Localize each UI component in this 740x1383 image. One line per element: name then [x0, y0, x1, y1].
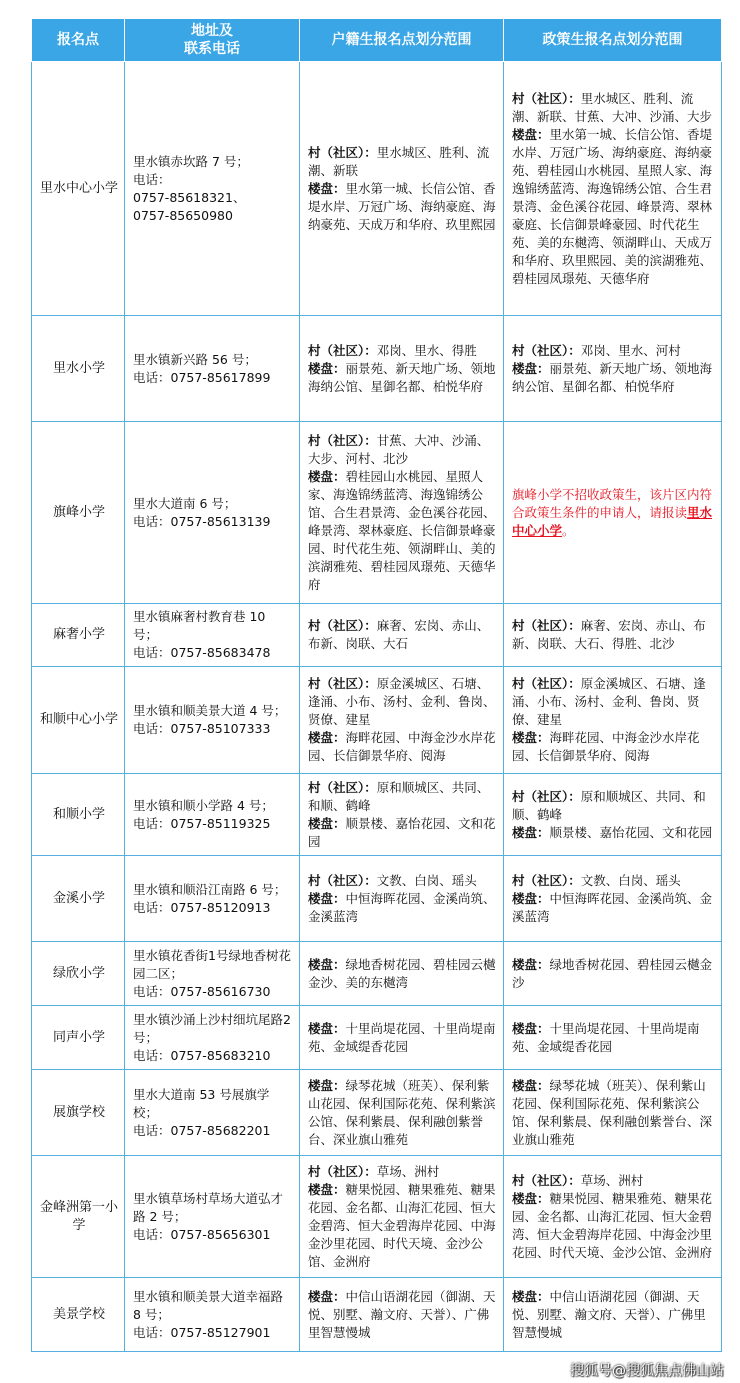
policy-note-end: 。	[562, 522, 575, 538]
estate-line	[512, 890, 715, 926]
school-address: 里水镇草场村草场大道弘才路 2 号； 电话：0757-85656301	[125, 1156, 300, 1278]
header-hukou-range: 户籍生报名点划分范围	[300, 19, 504, 62]
estate-line	[308, 468, 497, 594]
village-value: 原和顺城区、共同、和顺、鹤峰	[308, 779, 490, 813]
village-value: 原和顺城区、共同、和顺、鹤峰	[512, 788, 706, 822]
school-name: 金溪小学	[32, 856, 125, 942]
policy-note-school: 里水中心小学	[512, 504, 713, 538]
school-address: 里水大道南 6 号； 电话：0757-85613139	[125, 422, 300, 604]
policy-range	[504, 942, 722, 1006]
school-name: 展旗学校	[32, 1070, 125, 1156]
estate-line	[512, 1077, 715, 1149]
village-label: 村（社区）：	[308, 779, 377, 795]
estate-value: 绿地香树花园、碧桂园云樾金沙、美的东樾湾	[308, 956, 496, 990]
village-line	[512, 788, 715, 824]
village-line	[512, 675, 715, 729]
estate-label: 楼盘：	[512, 1190, 550, 1206]
estate-line	[308, 1288, 497, 1342]
estate-label: 楼盘：	[512, 956, 550, 972]
school-name: 里水中心小学	[32, 62, 125, 316]
header-policy-range: 政策生报名点划分范围	[504, 19, 722, 62]
school-name: 美景学校	[32, 1278, 125, 1352]
table-row	[32, 62, 722, 316]
policy-range	[504, 774, 722, 856]
table-row	[32, 774, 722, 856]
estate-value: 丽景苑、新天地广场、领地海纳公馆、星御名都、柏悦华府	[308, 360, 496, 394]
table-row	[32, 422, 722, 604]
hukou-range	[300, 1278, 504, 1352]
header-address: 地址及 联系电话	[125, 19, 300, 62]
hukou-range	[300, 774, 504, 856]
policy-range	[504, 1156, 722, 1278]
estate-label: 楼盘：	[308, 468, 346, 484]
table-row	[32, 1278, 722, 1352]
table-row	[32, 1006, 722, 1070]
school-address: 里水镇和顺美景大道幸福路 8 号； 电话：0757-85127901	[125, 1278, 300, 1352]
village-label: 村（社区）：	[512, 618, 581, 633]
estate-label: 楼盘：	[308, 956, 346, 972]
school-name: 同声小学	[32, 1006, 125, 1070]
village-value: 麻奢、宏岗、赤山、布新、岗联、大石	[308, 618, 490, 651]
village-label: 村（社区）：	[512, 872, 581, 888]
table-row	[32, 856, 722, 942]
table-row	[32, 667, 722, 774]
village-line	[512, 617, 715, 653]
hukou-range	[300, 1070, 504, 1156]
school-name: 和顺中心小学	[32, 667, 125, 774]
estate-value: 里水第一城、长信公馆、香堤水岸、万冠广场、海纳豪庭、海纳豪苑、碧桂园山水桃园、星照人家、海逸锦绣蓝湾、海逸锦绣公馆、合生君景湾、金色溪谷花园、峰景湾、翠林豪庭、长信御景峰豪园、时代花生苑、美的东樾湾、领湖畔山、天成万和华府、玖里熙园、美的滨湖雅苑、碧桂园凤璟苑、天德华府	[512, 126, 713, 286]
school-name: 和顺小学	[32, 774, 125, 856]
estate-line	[308, 1181, 497, 1271]
estate-line	[512, 1020, 715, 1056]
village-label: 村（社区）：	[512, 90, 581, 106]
hukou-range	[300, 1156, 504, 1278]
village-line	[308, 779, 497, 815]
village-value: 麻奢、宏岗、赤山、布新、岗联、大石、得胜、北沙	[512, 618, 706, 651]
estate-line	[308, 890, 497, 926]
village-line	[308, 342, 497, 360]
hukou-range	[300, 62, 504, 316]
village-line	[512, 342, 715, 360]
school-address: 里水镇和顺美景大道 4 号； 电话：0757-85107333	[125, 667, 300, 774]
village-label: 村（社区）：	[308, 676, 377, 691]
policy-range	[504, 1278, 722, 1352]
hukou-range	[300, 316, 504, 422]
table-row	[32, 1070, 722, 1156]
village-line	[512, 90, 715, 126]
village-label: 村（社区）：	[512, 676, 581, 691]
estate-line	[512, 360, 715, 396]
estate-value: 碧桂园山水桃园、星照人家、海逸锦绣蓝湾、海逸锦绣公馆、合生君景湾、金色溪谷花园、峰景湾、翠林豪庭、长信御景峰豪园、时代花生苑、领湖畔山、美的滨湖雅苑、碧桂园凤璟苑、天德华府	[308, 468, 496, 592]
estate-value: 绿地香树花园、碧桂园云樾金沙	[512, 956, 713, 990]
hukou-range	[300, 422, 504, 604]
village-label: 村（社区）：	[512, 788, 581, 804]
village-value: 甘蕉、大冲、沙涌、大步、河村、北沙	[308, 432, 490, 466]
school-address: 里水镇新兴路 56 号； 电话：0757-85617899	[125, 316, 300, 422]
estate-value: 丽景苑、新天地广场、领地海纳公馆、星御名都、柏悦华府	[512, 360, 713, 394]
header-row	[32, 19, 722, 62]
village-label: 村（社区）：	[308, 1163, 377, 1179]
table-row	[32, 1156, 722, 1278]
policy-range	[504, 316, 722, 422]
estate-label: 楼盘：	[512, 824, 550, 840]
estate-line	[512, 1288, 715, 1342]
estate-line	[512, 729, 715, 765]
estate-label: 楼盘：	[308, 180, 346, 196]
estate-label: 楼盘：	[308, 890, 346, 906]
estate-value: 海畔花园、中海金沙水岸花园、长信御景华府、阅海	[308, 730, 496, 763]
estate-line	[308, 815, 497, 851]
estate-value: 十里尚堤花园、十里尚堤南苑、金域缇香花园	[308, 1020, 496, 1054]
estate-label: 楼盘：	[308, 1077, 346, 1093]
estate-line	[308, 1077, 497, 1149]
hukou-range	[300, 856, 504, 942]
estate-value: 糖果悦园、糖果雅苑、糖果花园、金名都、山海汇花园、恒大金碧湾、恒大金碧海岸花园、中海金沙里花园、时代天境、金沙公馆、金洲府	[512, 1190, 713, 1260]
estate-value: 绿琴花城（班芙）、保利紫山花园、保利国际花苑、保利紫滨公馆、保利紫晨、保利融创紫誉台、深业旗山雅苑	[512, 1077, 713, 1147]
village-label: 村（社区）：	[308, 872, 377, 888]
school-address: 里水镇和顺沿江南路 6 号； 电话：0757-85120913	[125, 856, 300, 942]
hukou-range	[300, 942, 504, 1006]
village-value: 草场、洲村	[580, 1172, 644, 1188]
estate-line	[308, 180, 497, 234]
village-label: 村（社区）：	[308, 432, 377, 448]
policy-range	[504, 604, 722, 667]
estate-value: 中信山语湖花园（御湖、天悦、别墅、瀚文府、天誉）、广佛里智慧慢城	[308, 1288, 496, 1340]
estate-value: 中恒海晖花园、金溪尚筑、金溪蓝湾	[512, 890, 713, 924]
header-school: 报名点	[32, 19, 125, 62]
estate-label: 楼盘：	[308, 360, 346, 376]
village-line	[308, 617, 497, 653]
policy-range	[504, 1070, 722, 1156]
village-value: 原金溪城区、石塘、逢涌、小布、汤村、金利、鲁岗、贤僚、建星	[308, 676, 496, 727]
village-value: 原金溪城区、石塘、逢涌、小布、汤村、金利、鲁岗、贤僚、建星	[512, 676, 706, 727]
watermark: 搜狐号@搜狐焦点佛山站	[570, 1363, 724, 1379]
village-line	[308, 432, 497, 468]
estate-line	[308, 1020, 497, 1056]
school-name: 旗峰小学	[32, 422, 125, 604]
village-value: 里水城区、胜利、流潮、新联	[308, 144, 490, 178]
table-row	[32, 604, 722, 667]
policy-range	[504, 1006, 722, 1070]
estate-line	[512, 824, 715, 842]
school-address: 里水大道南 53 号展旗学校； 电话：0757-85682201	[125, 1070, 300, 1156]
estate-value: 十里尚堤花园、十里尚堤南苑、金域缇香花园	[512, 1020, 700, 1054]
estate-line	[308, 729, 497, 765]
hukou-range	[300, 604, 504, 667]
policy-range	[504, 422, 722, 604]
estate-label: 楼盘：	[512, 730, 550, 745]
school-name: 绿欣小学	[32, 942, 125, 1006]
estate-label: 楼盘：	[308, 1020, 346, 1036]
policy-range	[504, 856, 722, 942]
estate-label: 楼盘：	[512, 890, 550, 906]
policy-range	[504, 62, 722, 316]
estate-value: 绿琴花城（班芙）、保利紫山花园、保利国际花苑、保利紫滨公馆、保利紫晨、保利融创紫誉台、深业旗山雅苑	[308, 1077, 496, 1147]
school-name: 麻奢小学	[32, 604, 125, 667]
school-address: 里水镇花香街1号绿地香树花园二区； 电话：0757-85616730	[125, 942, 300, 1006]
estate-label: 楼盘：	[308, 730, 346, 745]
village-value: 里水城区、胜利、流潮、新联、甘蕉、大冲、沙涌、大步	[512, 90, 713, 124]
hukou-range	[300, 1006, 504, 1070]
school-address: 里水镇沙涌上沙村细坑尾路2号； 电话：0757-85683210	[125, 1006, 300, 1070]
school-name: 里水小学	[32, 316, 125, 422]
estate-value: 糖果悦园、糖果雅苑、糖果花园、金名都、山海汇花园、恒大金碧湾、恒大金碧海岸花园、中海金沙里花园、时代天境、金沙公馆、金洲府	[308, 1181, 496, 1269]
hukou-range	[300, 667, 504, 774]
school-address: 里水镇麻奢村教育巷 10 号； 电话：0757-85683478	[125, 604, 300, 667]
school-address: 里水镇赤坎路 7 号； 电话： 0757-85618321、 0757-85650980	[125, 62, 300, 316]
village-value: 文教、白岗、瑶头	[580, 872, 681, 888]
estate-label: 楼盘：	[512, 1077, 550, 1093]
estate-line	[512, 956, 715, 992]
enrollment-table	[31, 18, 722, 1352]
estate-line	[308, 360, 497, 396]
village-line	[512, 1172, 715, 1190]
policy-note: 旗峰小学不招收政策生，该片区内符合政策生条件的申请人，请报读	[512, 486, 713, 520]
village-label: 村（社区）：	[512, 342, 581, 358]
village-value: 邓岗、里水、河村	[580, 342, 681, 358]
village-value: 邓岗、里水、得胜	[376, 342, 477, 358]
estate-label: 楼盘：	[512, 360, 550, 376]
village-line	[308, 675, 497, 729]
estate-value: 顺景楼、嘉怡花园、文和花园	[308, 815, 496, 849]
table-row	[32, 942, 722, 1006]
estate-label: 楼盘：	[308, 1181, 346, 1197]
estate-line	[512, 126, 715, 288]
village-label: 村（社区）：	[308, 342, 377, 358]
estate-label: 楼盘：	[308, 815, 346, 831]
estate-value: 顺景楼、嘉怡花园、文和花园	[549, 824, 713, 840]
school-name: 金峰洲第一小学	[32, 1156, 125, 1278]
village-label: 村（社区）：	[308, 144, 377, 160]
table-row	[32, 316, 722, 422]
village-line	[308, 1163, 497, 1181]
village-label: 村（社区）：	[308, 618, 377, 633]
village-label: 村（社区）：	[512, 1172, 581, 1188]
estate-label: 楼盘：	[308, 1288, 346, 1304]
estate-label: 楼盘：	[512, 126, 550, 142]
estate-line	[308, 956, 497, 992]
estate-value: 海畔花园、中海金沙水岸花园、长信御景华府、阅海	[512, 730, 700, 763]
village-line	[308, 872, 497, 890]
estate-value: 中信山语湖花园（御湖、天悦、别墅、瀚文府、天誉）、广佛里智慧慢城	[512, 1288, 706, 1340]
village-value: 文教、白岗、瑶头	[376, 872, 477, 888]
village-value: 草场、洲村	[376, 1163, 440, 1179]
estate-value: 里水第一城、长信公馆、香堤水岸、万冠广场、海纳豪庭、海纳豪苑、天成万和华府、玖里熙园	[308, 180, 496, 232]
estate-line	[512, 1190, 715, 1262]
school-address: 里水镇和顺小学路 4 号； 电话：0757-85119325	[125, 774, 300, 856]
estate-label: 楼盘：	[512, 1288, 550, 1304]
estate-value: 中恒海晖花园、金溪尚筑、金溪蓝湾	[308, 890, 496, 924]
policy-range	[504, 667, 722, 774]
village-line	[308, 144, 497, 180]
estate-label: 楼盘：	[512, 1020, 550, 1036]
village-line	[512, 872, 715, 890]
